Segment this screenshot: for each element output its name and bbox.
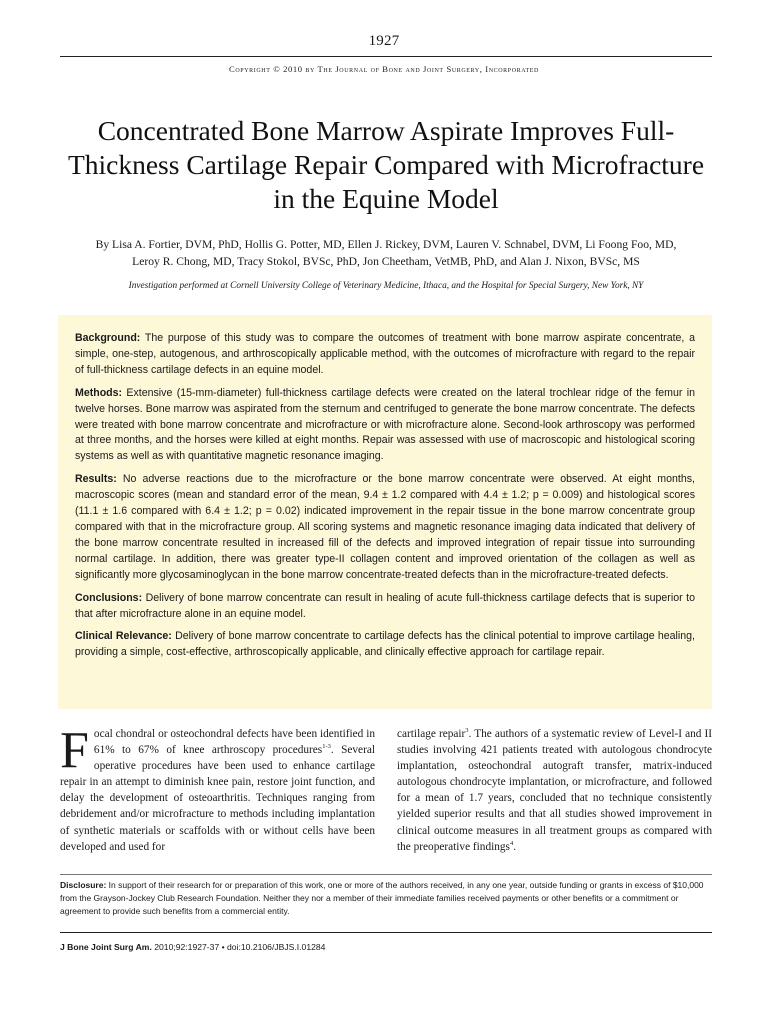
body-column-left	[60, 722, 375, 855]
abstract-box	[58, 315, 712, 709]
author-line-2: Leroy R. Chong, MD, Tracy Stokol, BVSc, PhD, Jon Cheetham, VetMB, PhD, and Alan J. Nixon, BVSc, MS	[132, 255, 640, 268]
citation-superscript: 1-3	[322, 743, 331, 751]
page-number: 1927	[368, 33, 400, 49]
conclusions-text: Delivery of bone marrow concentrate can result in healing of acute full-thickness cartilage defects that is superior to that after microfracture alone in an equine model.	[75, 591, 695, 620]
body-text-segment: .	[513, 840, 517, 853]
abstract-methods	[75, 386, 695, 466]
background-heading: Background:	[75, 332, 141, 344]
background-text: The purpose of this study was to compare the outcomes of treatment with bone marrow aspirate concentrate, a simple, one-step, autogenous, and arthroscopically applicable method, with the outcomes of microfracture with regard to the repair of full-thickness cartilage defects in an equine model.	[75, 332, 695, 376]
disclosure-note	[60, 874, 712, 917]
abstract-results	[75, 472, 695, 583]
abstract-background	[75, 331, 695, 379]
clinical-relevance-text: Delivery of bone marrow concentrate to cartilage defects has the clinical potential to improve cartilage healing, providing a simple, cost-effective, arthroscopically applicable, and clinically effective approach for cartilage repair.	[75, 630, 695, 659]
affiliation: Investigation performed at Cornell University College of Veterinary Medicine, Ithaca, and the Hospital for Special Surgery, New York, NY	[128, 281, 644, 291]
conclusions-heading: Conclusions:	[75, 591, 143, 604]
journal-abbreviation: J Bone Joint Surg Am.	[60, 942, 152, 952]
drop-cap: F	[60, 722, 89, 779]
footer-rule	[60, 932, 712, 933]
article-title: Concentrated Bone Marrow Aspirate Improves Full-Thickness Cartilage Repair Compared with Microfracture in the Equine Model	[67, 115, 705, 214]
disclosure-heading: Disclosure:	[60, 880, 107, 890]
disclosure-text: In support of their research for or preparation of this work, one or more of the authors received, in any one year, outside funding or grants in excess of $10,000 from the Grayson-Jockey Club Research Foundation. Neither they nor a member of their immediate families received payments or other benefits or a commitment or agreement to provide such benefits from a commercial entity.	[60, 880, 704, 916]
methods-heading: Methods:	[75, 386, 123, 399]
methods-text: Extensive (15-mm-diameter) full-thickness cartilage defects were created on the lateral trochlear ridge of the femur in twelve horses. Bone marrow was aspirated from the sternum and centrifuged to generate the bone marrow concentrate. The defects were treated with bone marrow concentrate and microfracture or with microfracture alone. Second-look arthroscopy was performed at three months, and the horses were killed at eight months. Repair was assessed with use of macroscopic and histological scoring systems as well as with quantitative magnetic resonance imaging.	[75, 386, 695, 463]
abstract-conclusions	[75, 591, 695, 623]
citation-superscript: 4	[509, 839, 514, 847]
doi-text: doi:10.2106/JBJS.I.01284	[227, 942, 326, 952]
citation-footer	[60, 942, 712, 952]
author-line-1: By Lisa A. Fortier, DVM, PhD, Hollis G. Potter, MD, Ellen J. Rickey, DVM, Lauren V. Schnabel, DVM, Li Foong Foo, MD,	[95, 238, 677, 251]
copyright-line: Copyright © 2010 by The Journal of Bone and Joint Surgery, Incorporated	[229, 64, 539, 74]
body-text-segment: ocal chondral or osteochondral defects have been identified in 61% to 67% of knee arthroscopy procedures	[93, 728, 375, 757]
results-text: No adverse reactions due to the microfracture or the bone marrow concentrate were observed. At eight months, macroscopic scores (mean and standard error of the mean, 9.4 ± 1.2 compared with 4.4 ± 1.2; p = 0.009) and histological scores (11.1 ± 1.6 compared with 6.4 ± 1.2; p = 0.02) indicated improvement in the repair tissue in the bone marrow concentrate group compared with that in the microfracture group. All scoring systems and magnetic resonance imaging data indicated that delivery of the bone marrow concentrate resulted in increased fill of the defects and improved integration of repair tissue into surrounding normal cartilage. In addition, there was greater type-II collagen content and improved orientation of the collagen as well as significantly more glycosaminoglycan in the bone marrow concentrate-treated defects than in the microfracture-treated defects.	[75, 473, 695, 581]
results-heading: Results:	[75, 473, 117, 486]
body-column-right	[397, 726, 712, 855]
clinical-relevance-heading: Clinical Relevance:	[75, 630, 172, 643]
footer-bullet: •	[221, 942, 225, 952]
citation-volume: 2010;92:1927-37	[154, 942, 220, 952]
citation-superscript: 3	[465, 727, 469, 735]
abstract-clinical-relevance	[75, 629, 695, 661]
author-list	[66, 236, 706, 270]
body-text-segment: . Several operative procedures have been used to enhance cartilage repair in an attempt to diminish knee pain, restore joint function, and delay the development of osteoarthritis. Techniques ranging from debridement and/or microfracture to methods including implantation of synthetic materials or scaffolds with or without cells have been developed and used for	[60, 744, 375, 853]
header-rule	[60, 56, 712, 57]
body-text-segment: . The authors of a systematic review of Level-I and II studies involving 421 patients treated with autologous chondrocyte implantation, osteochondral autograft transfer, matrix-induced autologous chondrocyte implantation, or microfracture, and followed for a mean of 1.7 years, concluded that no technique consistently yielded superior results and that all studies showed improvement in clinical outcome measures in all treatment groups as compared with the preoperative findings	[397, 728, 713, 853]
body-text-segment: cartilage repair	[397, 728, 466, 740]
body-text	[60, 722, 713, 855]
